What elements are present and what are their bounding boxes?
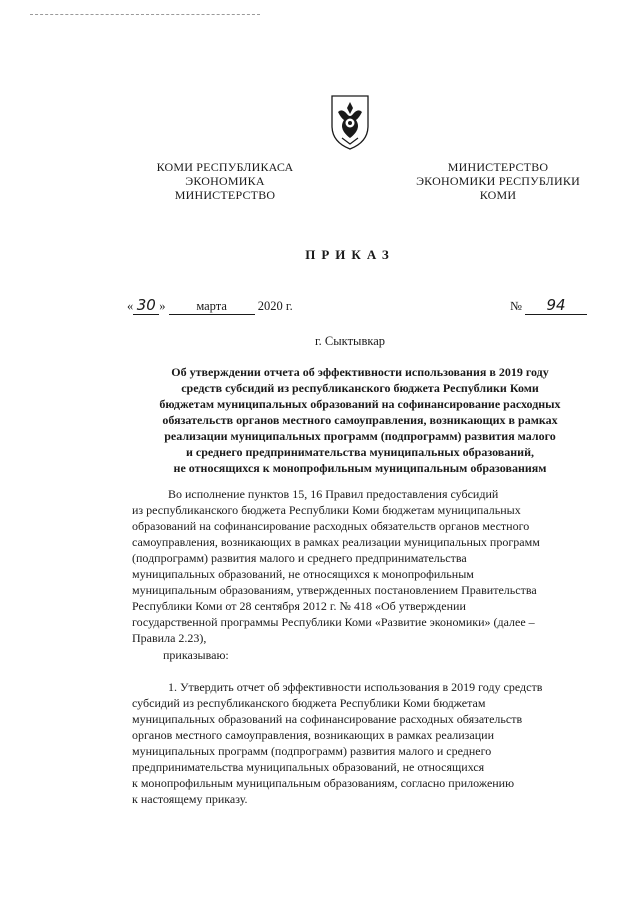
date-month: марта: [169, 299, 255, 315]
item-line: к настоящему приказу.: [132, 792, 248, 806]
city-name: г. Сыктывкар: [314, 334, 386, 348]
date-day: 30: [133, 296, 159, 315]
title-line: и среднего предпринимательства муниципальных образований,: [185, 445, 535, 459]
preamble-line: государственной программы Республики Коми «Развитие экономики» (далее –: [132, 615, 535, 629]
title-line: бюджетам муниципальных образований на софинансирование расходных: [159, 397, 561, 411]
title-line: Об утверждении отчета об эффективности использования в 2019 году: [171, 365, 549, 379]
preamble-line: Правила 2.23),: [132, 631, 207, 645]
header-right-line: КОМИ: [479, 188, 517, 202]
header-russian-language: [408, 160, 588, 202]
title-line: средств субсидий из республиканского бюджета Республики Коми: [181, 381, 539, 395]
header-left-line: ЭКОНОМИКА: [185, 174, 265, 188]
preamble-line: самоуправления, возникающих в рамках реализации муниципальных программ: [132, 535, 540, 549]
header-left-line: КОМИ РЕСПУБЛИКАСА: [156, 160, 294, 174]
preamble-line: Во исполнение пунктов 15, 16 Правил предоставления субсидий: [168, 487, 499, 501]
item-line: органов местного самоуправления, возникающих в рамках реализации: [132, 728, 495, 742]
title-line: не относящихся к монопрофильным муниципальным образованиям: [173, 461, 547, 475]
order-directive: приказываю:: [163, 648, 229, 662]
item-line: 1. Утвердить отчет об эффективности использования в 2019 году средств: [168, 680, 543, 694]
preamble-line: Республики Коми от 28 сентября 2012 г. № 418 «Об утверждении: [132, 599, 466, 613]
preamble-line: муниципальным образованиям, утвержденных постановлением Правительства: [132, 583, 537, 597]
title-line: обязательств органов местного самоуправления, возникающих в рамках: [162, 413, 558, 427]
item-line: предпринимательства муниципальных образований, не относящихся: [132, 760, 485, 774]
document-subject-title: [120, 364, 600, 476]
coat-of-arms-emblem: [328, 92, 372, 152]
number-value: 94: [525, 296, 587, 315]
preamble-line: (подпрограмм) развития малого и среднего предпринимательства: [132, 551, 467, 565]
date-close-quote: »: [159, 299, 166, 313]
preamble-line: муниципальных образований, не относящихся к монопрофильным: [132, 567, 474, 581]
order-item-1: [132, 679, 602, 807]
document-type-title: ПРИКАЗ: [305, 247, 395, 262]
item-line: к монопрофильным муниципальным образованиям, согласно приложению: [132, 776, 515, 790]
date-open-quote: «: [127, 299, 134, 313]
header-komi-language: [145, 160, 305, 202]
header-right-line: ЭКОНОМИКИ РЕСПУБЛИКИ: [416, 174, 580, 188]
preamble-line: из республиканского бюджета Республики Коми бюджетам муниципальных: [132, 503, 521, 517]
date-year: 2020 г.: [257, 299, 293, 313]
order-date: [127, 296, 293, 315]
header-right-line: МИНИСТЕРСТВО: [447, 160, 549, 174]
order-number: [510, 296, 587, 315]
number-label: №: [510, 299, 522, 313]
item-line: муниципальных образований на софинансирование расходных обязательств: [132, 712, 523, 726]
item-line: субсидий из республиканского бюджета Республики Коми бюджетам: [132, 696, 486, 710]
preamble-line: образований на софинансирование расходных обязательств органов местного: [132, 519, 530, 533]
item-line: муниципальных программ (подпрограмм) развития малого и среднего: [132, 744, 492, 758]
header-left-line: МИНИСТЕРСТВО: [174, 188, 276, 202]
top-scan-rule: [30, 14, 260, 15]
title-line: реализации муниципальных программ (подпрограмм) развития малого: [164, 429, 556, 443]
preamble-paragraph: [132, 486, 602, 646]
